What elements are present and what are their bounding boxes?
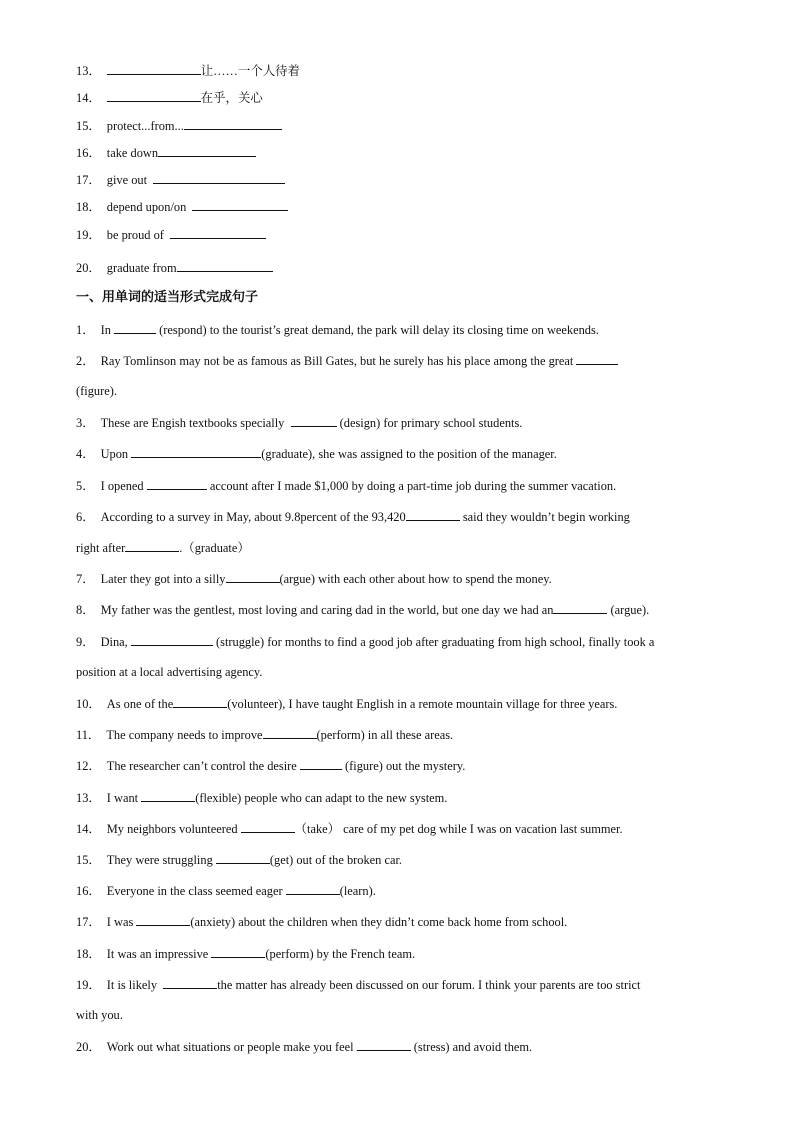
- sentence-17: 17． I was (anxiety) about the children when they didn’t come back home from school.: [76, 915, 568, 929]
- sentence-20: 20． Work out what situations or people make you feel (stress) and avoid them.: [76, 1040, 533, 1054]
- answer-blank[interactable]: [286, 882, 340, 895]
- answer-blank[interactable]: [158, 144, 256, 157]
- phrase-item-17: 17． give out: [76, 171, 285, 188]
- answer-blank[interactable]: [177, 259, 273, 272]
- sentence-3: 3． These are Engish textbooks specially (design) for primary school students.: [76, 416, 523, 430]
- sentence-4: 4． Upon (graduate), she was assigned to the position of the manager.: [76, 447, 557, 461]
- sentence-2: 2． Ray Tomlinson may not be as famous as Bill Gates, but he surely has his place among the great: [76, 352, 618, 369]
- answer-blank[interactable]: [147, 477, 207, 490]
- answer-blank[interactable]: [211, 945, 265, 958]
- sentence-9-continuation: position at a local advertising agency.: [76, 665, 263, 679]
- sentence-12: 12． The researcher can’t control the desire (figure) out the mystery.: [76, 759, 466, 773]
- answer-blank[interactable]: [553, 601, 607, 614]
- phrase-item-19: 19． be proud of: [76, 226, 266, 243]
- answer-blank[interactable]: [216, 851, 270, 864]
- sentence-19-continuation: with you.: [76, 1008, 123, 1022]
- sentence-6-continuation: right after .（graduate）: [76, 541, 250, 555]
- answer-blank[interactable]: [300, 757, 342, 770]
- sentence-13: 13． I want (flexible) people who can adapt to the new system.: [76, 791, 448, 805]
- answer-blank[interactable]: [192, 198, 288, 211]
- sentence-11: 11． The company needs to improve (perform) in all these areas.: [76, 728, 454, 742]
- answer-blank[interactable]: [226, 570, 280, 583]
- section-title: 一、用单词的适当形式完成句子: [76, 290, 259, 305]
- phrase-item-20: 20． graduate from: [76, 259, 273, 276]
- phrase-item-16: 16． take down: [76, 144, 256, 161]
- answer-blank[interactable]: [170, 226, 266, 239]
- answer-blank[interactable]: [153, 171, 285, 184]
- sentence-14: 14． My neighbors volunteered （take） care of my pet dog while I was on vacation last summer.: [76, 822, 623, 836]
- sentence-5: 5． I opened account after I made $1,000 by doing a part-time job during the summer vacation.: [76, 479, 617, 493]
- answer-blank[interactable]: [125, 539, 179, 552]
- answer-blank[interactable]: [131, 445, 261, 458]
- answer-blank[interactable]: [114, 321, 156, 334]
- answer-blank[interactable]: [107, 62, 201, 75]
- sentence-9: 9． Dina, (struggle) for months to find a good job after graduating from high school, finally took a: [76, 635, 655, 649]
- sentence-16: 16． Everyone in the class seemed eager (learn).: [76, 884, 376, 898]
- phrase-item-14: 14． 在乎，关心: [76, 91, 263, 105]
- answer-blank[interactable]: [173, 695, 227, 708]
- answer-blank[interactable]: [107, 89, 201, 102]
- sentence-1: 1． In (respond) to the tourist’s great demand, the park will delay its closing time on weekends.: [76, 323, 599, 337]
- sentence-8: 8． My father was the gentlest, most loving and caring dad in the world, but one day we had an (argue).: [76, 603, 650, 617]
- sentence-7: 7． Later they got into a silly (argue) with each other about how to spend the money.: [76, 572, 552, 586]
- answer-blank[interactable]: [576, 352, 618, 365]
- sentence-19: 19． It is likely the matter has already been discussed on our forum. I think your parents are too strict: [76, 978, 641, 992]
- phrase-item-18: 18． depend upon/on: [76, 198, 288, 215]
- answer-blank[interactable]: [141, 789, 195, 802]
- sentence-18: 18． It was an impressive (perform) by the French team.: [76, 947, 416, 961]
- phrase-item-13: 13． 让……一个人待着: [76, 64, 300, 78]
- answer-blank[interactable]: [263, 726, 317, 739]
- phrase-item-15: 15． protect...from...: [76, 117, 282, 134]
- answer-blank[interactable]: [131, 633, 213, 646]
- answer-blank[interactable]: [136, 913, 190, 926]
- sentence-15: 15． They were struggling (get) out of the broken car.: [76, 853, 402, 867]
- answer-blank[interactable]: [184, 117, 282, 130]
- answer-blank[interactable]: [406, 508, 460, 521]
- sentence-6: 6． According to a survey in May, about 9.8percent of the 93,420 said they wouldn’t begin working: [76, 510, 630, 524]
- sentence-2-continuation: (figure).: [76, 384, 117, 398]
- answer-blank[interactable]: [241, 820, 295, 833]
- answer-blank[interactable]: [357, 1038, 411, 1051]
- answer-blank[interactable]: [291, 414, 337, 427]
- answer-blank[interactable]: [163, 976, 217, 989]
- sentence-10: 10． As one of the (volunteer), I have taught English in a remote mountain village for three years.: [76, 697, 618, 711]
